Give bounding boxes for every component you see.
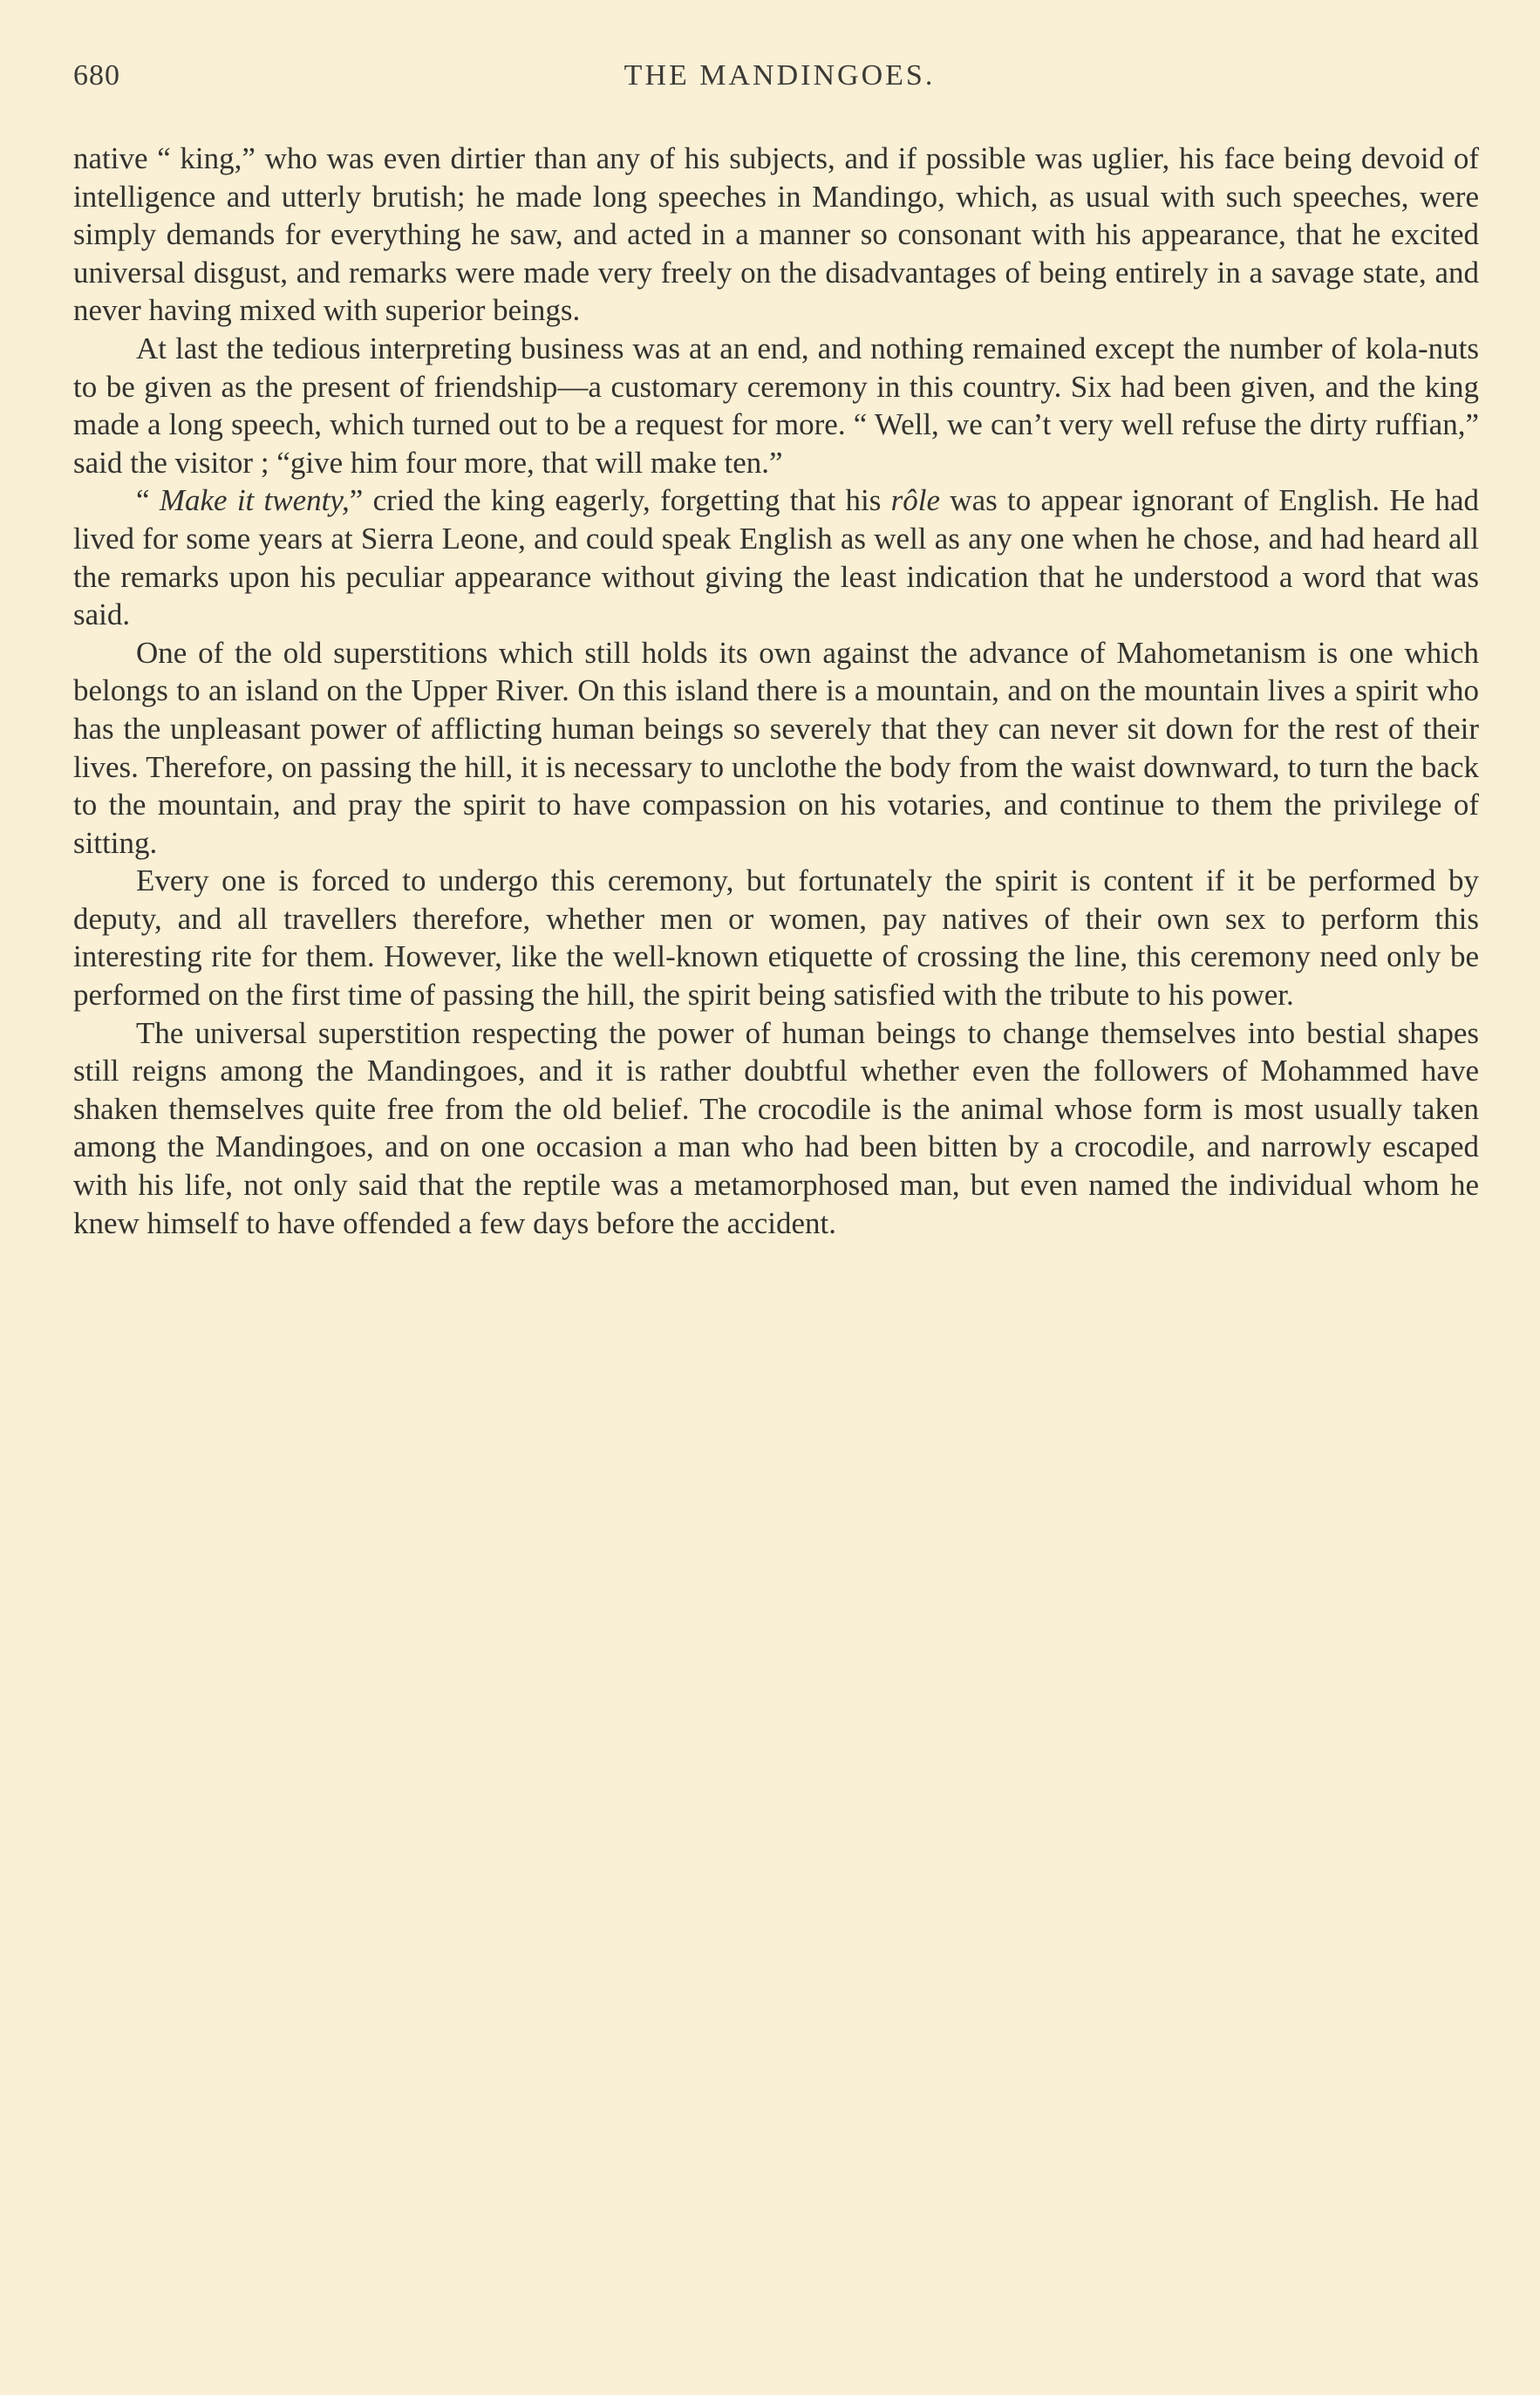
paragraph-3-italic-role: rôle (890, 483, 941, 518)
paragraph-3-italic-quote: Make it twenty, (159, 483, 350, 518)
body-text (73, 140, 1479, 1242)
running-header (73, 59, 1486, 112)
paragraph-4: One of the old superstitions which still holds its own against the advance of Mahometanism is one which belongs to an island on the Upper River. On this island there is a mountain, and on the mountain lives a spirit who has the unpleasant power of afflicting human beings so severely that they can never sit down for the rest of their lives. Therefore, on passing the hill, it is necessary to unclothe the body from the waist downward, to turn the back to the mountain, and pray the spirit to have compassion on his votaries, and continue to them the privilege of sitting. (73, 635, 1479, 860)
paragraph-1: native “ king,” who was even dirtier than any of his subjects, and if possible was uglier, his face being devoid of intelligence and utterly brutish; he made long speeches in Mandingo, which, as usual with such speeches, were simply demands for everything he saw, and acted in a manner so consonant with his appearance, that he excited universal disgust, and remarks were made very freely on the disadvantages of being entirely in a savage state, and never having mixed with superior beings. (73, 141, 1479, 328)
paragraph-2: At last the tedious interpreting business was at an end, and nothing remained except the number of kola-nuts to be given as the present of friendship—a customary ceremony in this country. Six had been given, and the king made a long speech, which turned out to be a request for more. “ Well, we can’t very well refuse the dirty ruffian,” said the visitor ; “give him four more, that will make ten.” (73, 331, 1479, 480)
page-number: 680 (73, 59, 120, 92)
running-title: THE MANDINGOES. (623, 59, 936, 92)
paragraph-6: The universal superstition respecting the power of human beings to change themselves into bestial shapes still reigns among the Mandingoes, and it is rather doubtful whether even the followers of Mohammed have shaken themselves quite free from the old belief. The crocodile is the animal whose form is most usually taken among the Mandingoes, and on one occasion a man who had been bitten by a crocodile, and narrowly escaped with his life, not only said that the reptile was a metamorphosed man, but even named the individual whom he knew himself to have offended a few days before the accident. (73, 1015, 1479, 1240)
paragraph-3 (73, 481, 1479, 633)
paragraph-3-rest: was to appear ignorant of English. He had lived for some years at Sierra Leone, and could speak English as well as any one when he chose, and had heard all the remarks upon his peculiar appearance without giving the least indication that he understood a word that was said. (73, 483, 1479, 632)
paragraph-3-open-quote: “ (136, 483, 160, 518)
paragraph-3-middle: ” cried the king eagerly, forgetting that his (349, 483, 891, 518)
paragraph-5: Every one is forced to undergo this ceremony, but fortunately the spirit is content if it be performed by deputy, and all travellers therefore, whether men or women, pay natives of their own sex to perform this interesting rite for them. However, like the well-known etiquette of crossing the line, this ceremony need only be performed on the first time of passing the hill, the spirit being satisfied with the tribute to his power. (73, 863, 1479, 1013)
